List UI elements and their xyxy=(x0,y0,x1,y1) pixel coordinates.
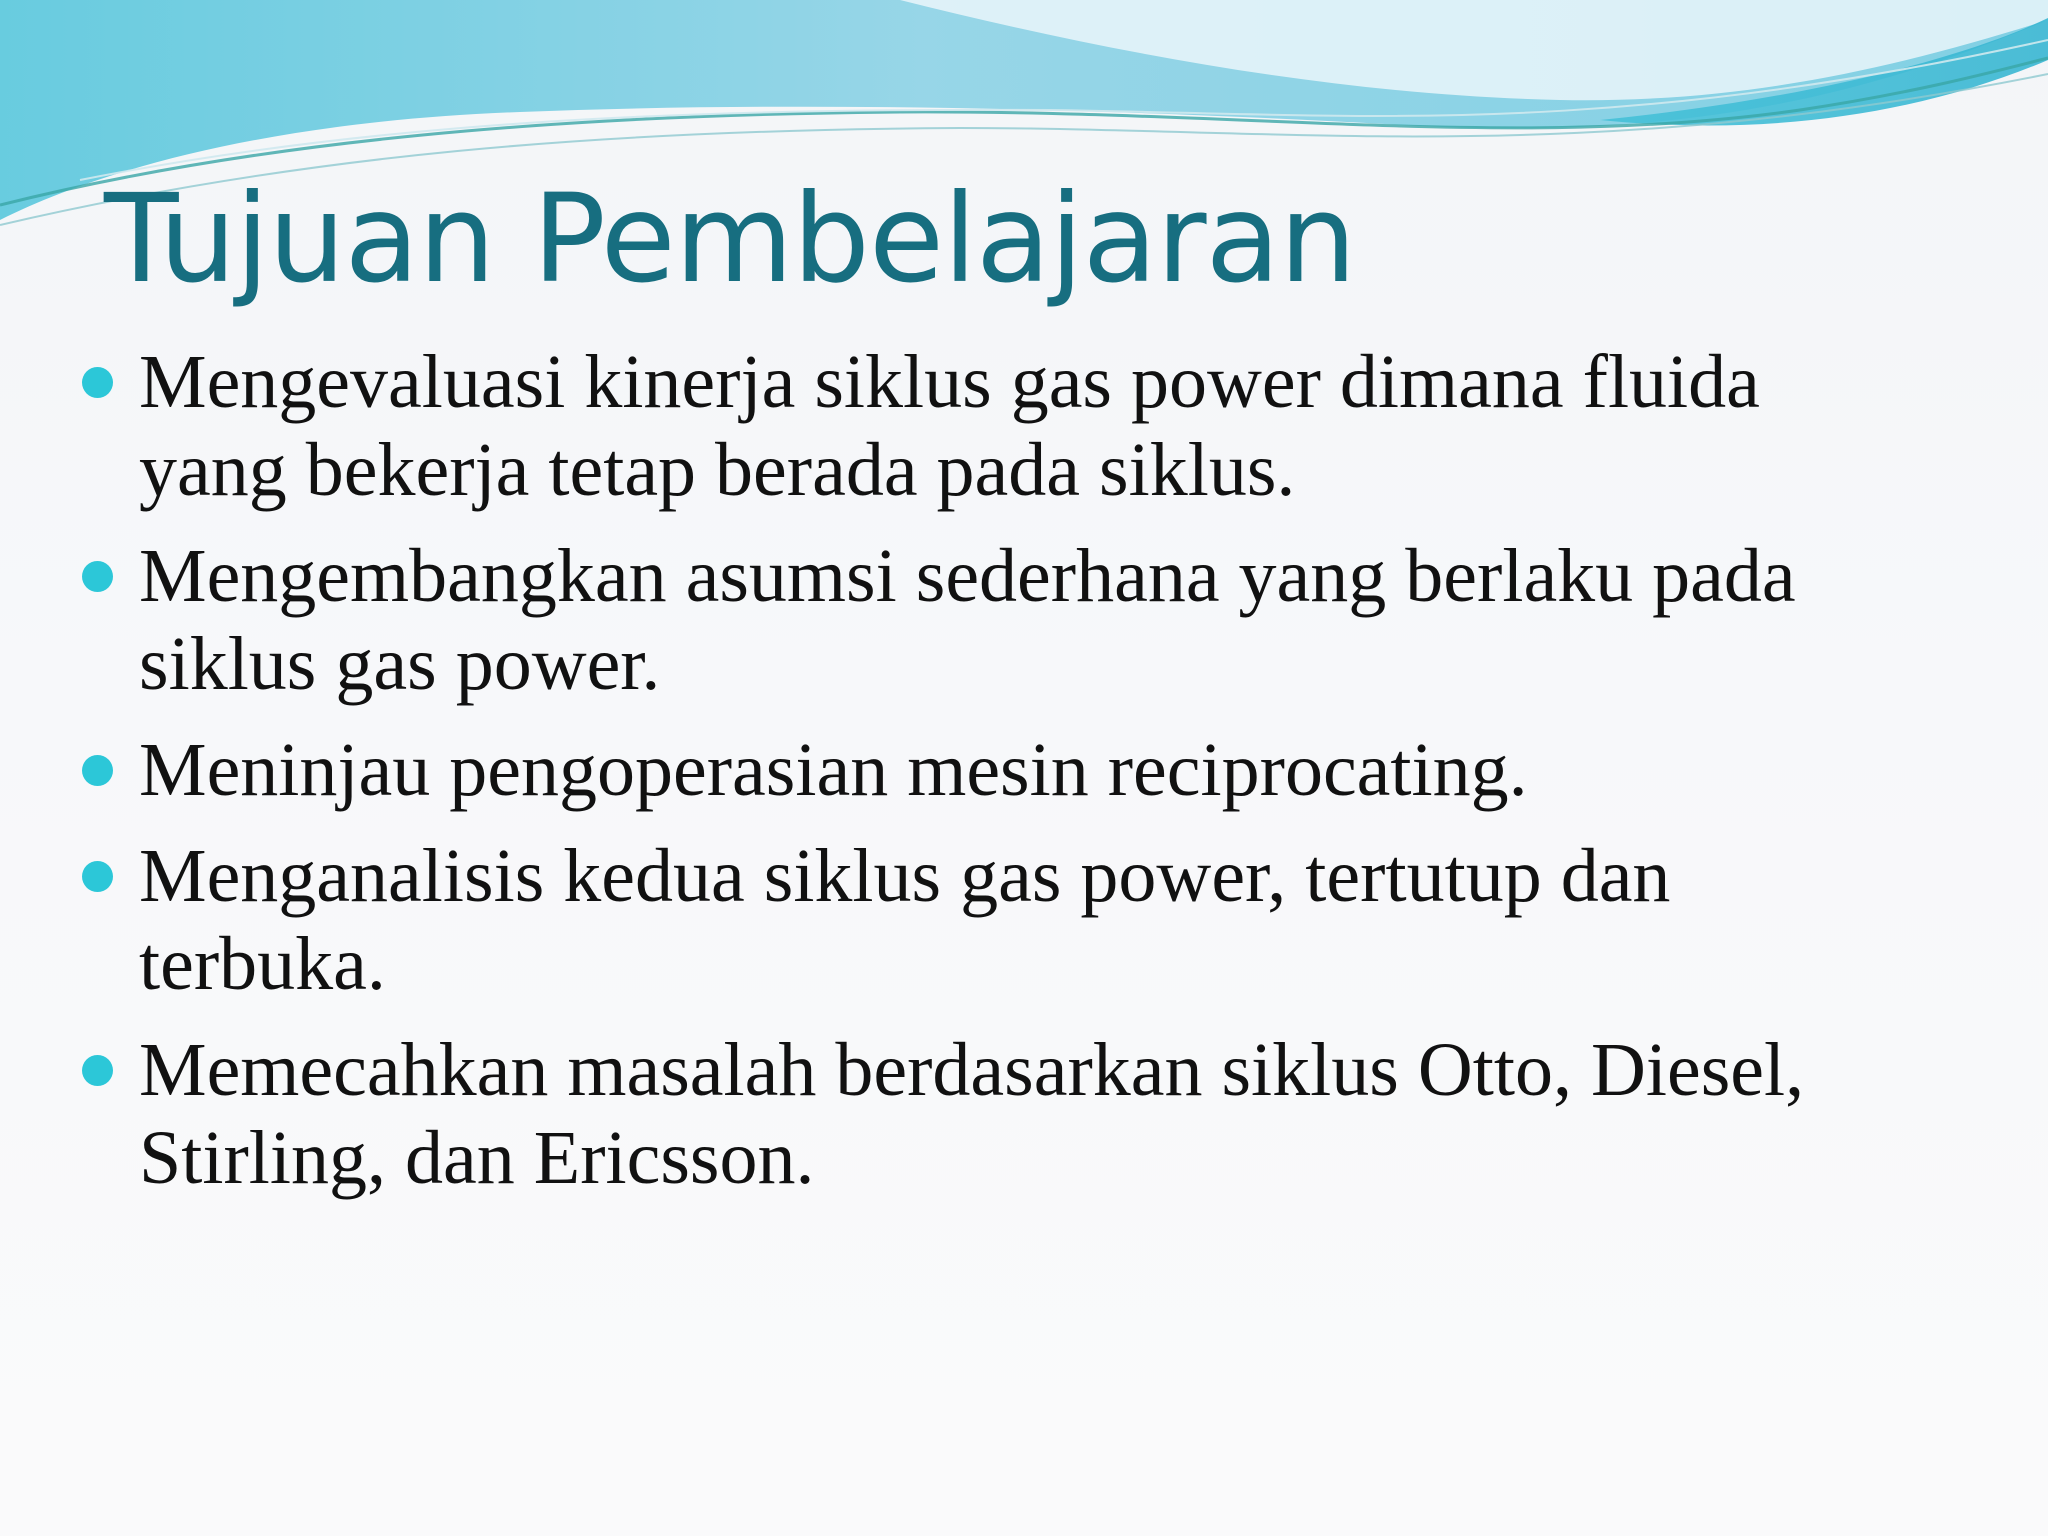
bullet-text-line: Mengevaluasi kinerja siklus gas power dimana fluida xyxy=(139,340,1760,424)
bullet-text-line: Menganalisis kedua siklus gas power, tertutup dan xyxy=(139,834,1671,918)
bullet-item xyxy=(0,832,1899,1008)
bullet-dot-icon xyxy=(82,1055,113,1086)
bullet-item xyxy=(0,1026,1899,1202)
bullet-text-line: Meninjau pengoperasian mesin reciprocating. xyxy=(139,728,1528,812)
bullet-dot-icon xyxy=(82,755,113,786)
bullet-list xyxy=(0,338,2048,1220)
bullet-text-line: Memecahkan masalah berdasarkan siklus Otto, Diesel, xyxy=(139,1028,1805,1112)
bullet-item xyxy=(0,726,1899,814)
bullet-dot-icon xyxy=(82,367,113,398)
bullet-text-line: yang bekerja tetap berada pada siklus. xyxy=(139,428,1296,512)
bullet-text-line: siklus gas power. xyxy=(139,622,661,706)
slide-title: Tujuan Pembelajaran xyxy=(104,168,1356,310)
bullet-dot-icon xyxy=(82,861,113,892)
bullet-item xyxy=(0,338,1899,514)
bullet-dot-icon xyxy=(82,561,113,592)
bullet-text-line: terbuka. xyxy=(139,922,386,1006)
bullet-text-line: Stirling, dan Ericsson. xyxy=(139,1116,815,1200)
bullet-text-line: Mengembangkan asumsi sederhana yang berlaku pada xyxy=(139,534,1796,618)
bullet-item xyxy=(0,532,1899,708)
